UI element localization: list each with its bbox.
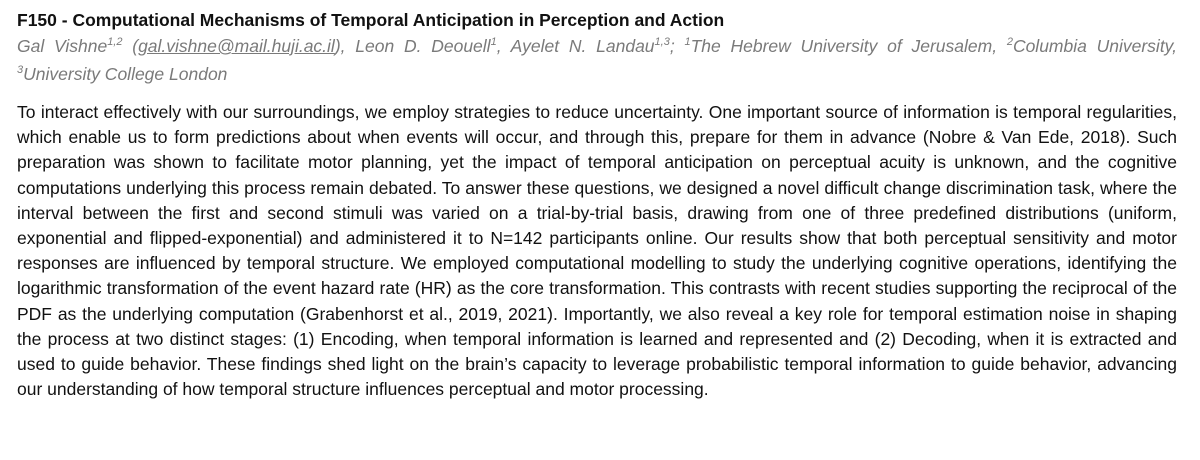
author-1-affiliation: 1,2 <box>107 36 123 49</box>
author-email-link[interactable]: gal.vishne@mail.huji.ac.il <box>138 36 335 56</box>
author-2-affiliation: 1 <box>490 36 497 49</box>
affiliation-3-name: University College London <box>23 64 228 84</box>
author-line <box>17 32 1177 88</box>
email-open-paren: ( <box>122 36 139 56</box>
abstract-title: F150 - Computational Mechanisms of Temporal Anticipation in Perception and Action <box>17 10 725 30</box>
abstract <box>17 8 1177 402</box>
author-separator-3: ; <box>669 36 685 56</box>
abstract-body: To interact effectively with our surroundings, we employ strategies to reduce uncertainty. One important source of information is temporal regularities, which enable us to form predictions about when events will occur, and through this, prepare for them in advance (Nobre & Van Ede, 2018). Such preparation was shown to facilitate motor planning, yet the impact of temporal anticipation on perceptual acuity is unknown, and the cognitive computations underlying this process remain debated. To answer these questions, we designed a novel difficult change discrimination task, where the interval between the first and second stimuli was varied on a trial-by-trial basis, drawing from one of three predefined distributions (uniform, exponential and flipped-exponential) and administered it to N=142 participants online. Our results show that both perceptual sensitivity and motor responses are influenced by temporal structure. We employed computational modelling to study the underlying cognitive operations, identifying the logarithmic transformation of the event hazard rate (HR) as the core transformation. This contrasts with recent studies supporting the reciprocal of the PDF as the underlying computation (Grabenhorst et al., 2019, 2021). Importantly, we also reveal a key role for temporal estimation noise in shaping the process at two distinct stages: (1) Encoding, when temporal information is learned and represented and (2) Decoding, when it is extracted and used to guide behavior. These findings shed light on the brain’s capacity to leverage probabilistic temporal information to guide behavior, advancing our understanding of how temporal structure influences perceptual and motor processing. <box>17 102 1177 400</box>
affiliation-3-number: 3 <box>17 64 24 77</box>
author-1-name: Gal Vishne <box>17 36 108 56</box>
email-close-paren: ), <box>334 36 356 56</box>
affiliation-1-name: The Hebrew University of Jerusalem, <box>690 36 1007 56</box>
affiliation-1-number: 1 <box>684 36 691 49</box>
author-3-name: Ayelet N. Landau <box>510 36 655 56</box>
author-2-name: Leon D. Deouell <box>355 36 491 56</box>
affiliation-2-number: 2 <box>1006 36 1013 49</box>
author-separator-2: , <box>496 36 511 56</box>
author-3-affiliation: 1,3 <box>654 36 670 49</box>
affiliation-2-name: Columbia University, <box>1012 36 1177 56</box>
